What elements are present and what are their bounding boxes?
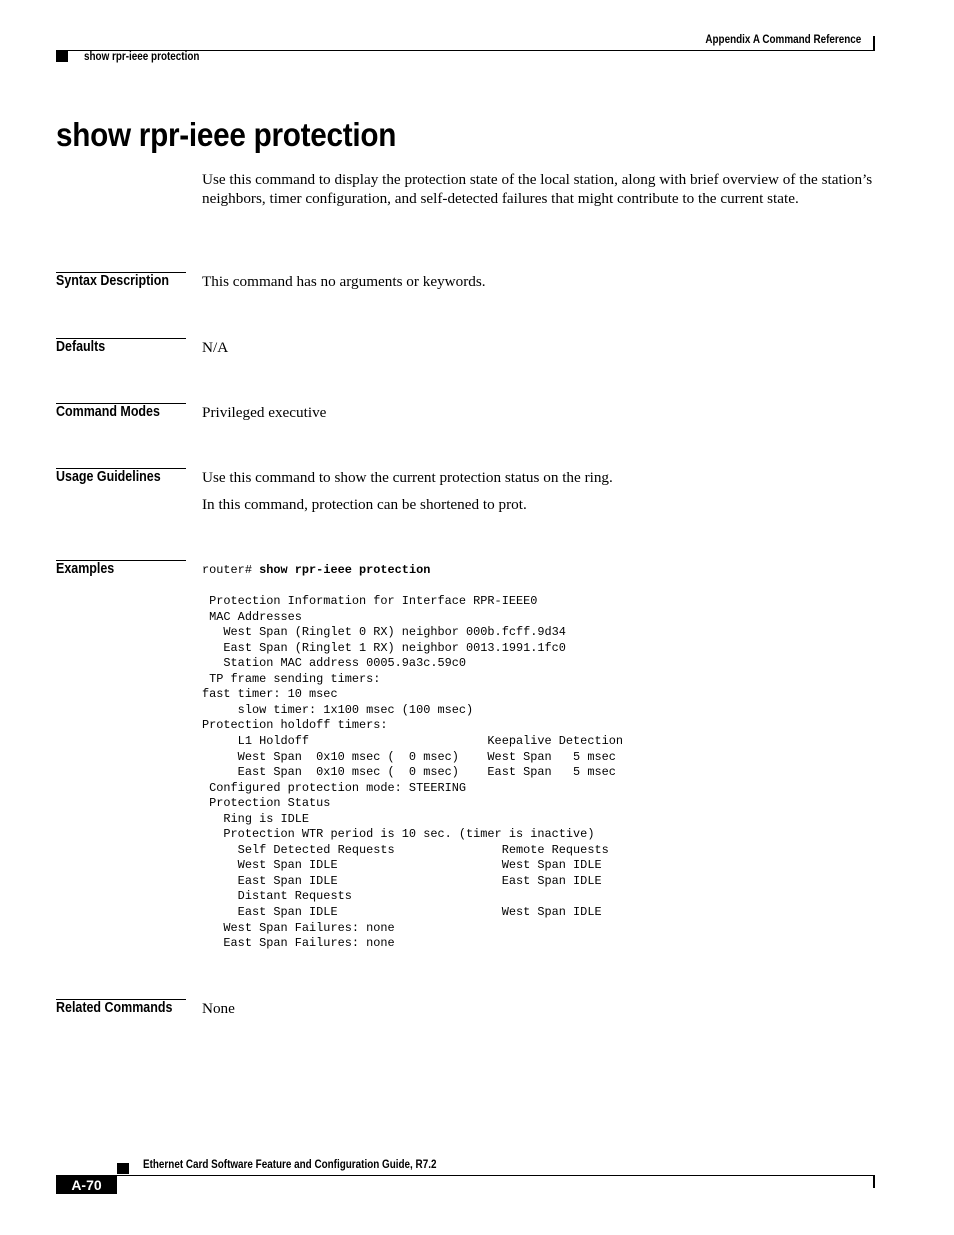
page-number: A-70 xyxy=(56,1175,117,1194)
code-prompt: router# xyxy=(202,563,260,577)
footer-tick xyxy=(873,1175,875,1188)
related-commands-heading: Related Commands xyxy=(56,1000,173,1016)
header-running-title: show rpr-ieee protection xyxy=(84,51,200,63)
usage-guidelines-line-1: Use this command to show the current protection status on the ring. xyxy=(202,469,613,486)
command-modes-heading: Command Modes xyxy=(56,404,160,420)
footer-rule xyxy=(117,1175,874,1176)
footer-marker xyxy=(117,1163,129,1174)
intro-paragraph: Use this command to display the protection state of the local station, along with brief overview of the station’s neighbors, timer configuration, and self-detected failures that might contribute to the current state. xyxy=(202,171,873,207)
defaults-heading: Defaults xyxy=(56,339,106,355)
related-commands-text: None xyxy=(202,1000,235,1017)
header-marker xyxy=(56,51,68,62)
page-title: show rpr-ieee protection xyxy=(56,116,397,153)
syntax-description-heading: Syntax Description xyxy=(56,273,169,289)
syntax-description-text: This command has no arguments or keywords. xyxy=(202,273,486,290)
defaults-text: N/A xyxy=(202,339,229,356)
usage-guidelines-line-2: In this command, protection can be shortened to prot. xyxy=(202,496,527,513)
header-chapter: Appendix A Command Reference xyxy=(705,34,861,46)
footer-guide-title: Ethernet Card Software Feature and Configuration Guide, R7.2 xyxy=(143,1159,437,1171)
examples-heading: Examples xyxy=(56,561,115,577)
header-tick xyxy=(873,36,875,51)
code-command: show rpr-ieee protection xyxy=(259,563,431,577)
usage-guidelines-heading: Usage Guidelines xyxy=(56,469,161,485)
command-modes-text: Privileged executive xyxy=(202,404,327,421)
code-output: Protection Information for Interface RPR-IEEE0 MAC Addresses West Span (Ringlet 0 RX) neighbor 000b.fcff.9d34 East Span (Ringlet 1 RX) neighbor 0013.1991.1fc0 Station MAC address 0005.9a3c.59c0 TP frame sending timers: fast timer: 10 msec slow timer: 1x100 msec (100 msec) Protection holdoff timers: L1 Holdoff Keepalive Detection West Span 0x10 msec ( 0 msec) West Span 5 msec East Span 0x10 msec ( 0 msec) East Span 5 msec Configured protection mode: STEERING Protection Status Ring is IDLE Protection WTR period is 10 sec. (timer is inactive) Self Detected Requests Remote Requests West Span IDLE West Span IDLE East Span IDLE East Span IDLE Distant Requests East Span IDLE West Span IDLE West Span Failures: none East Span Failures: none xyxy=(202,594,623,951)
example-code-block xyxy=(202,563,623,952)
